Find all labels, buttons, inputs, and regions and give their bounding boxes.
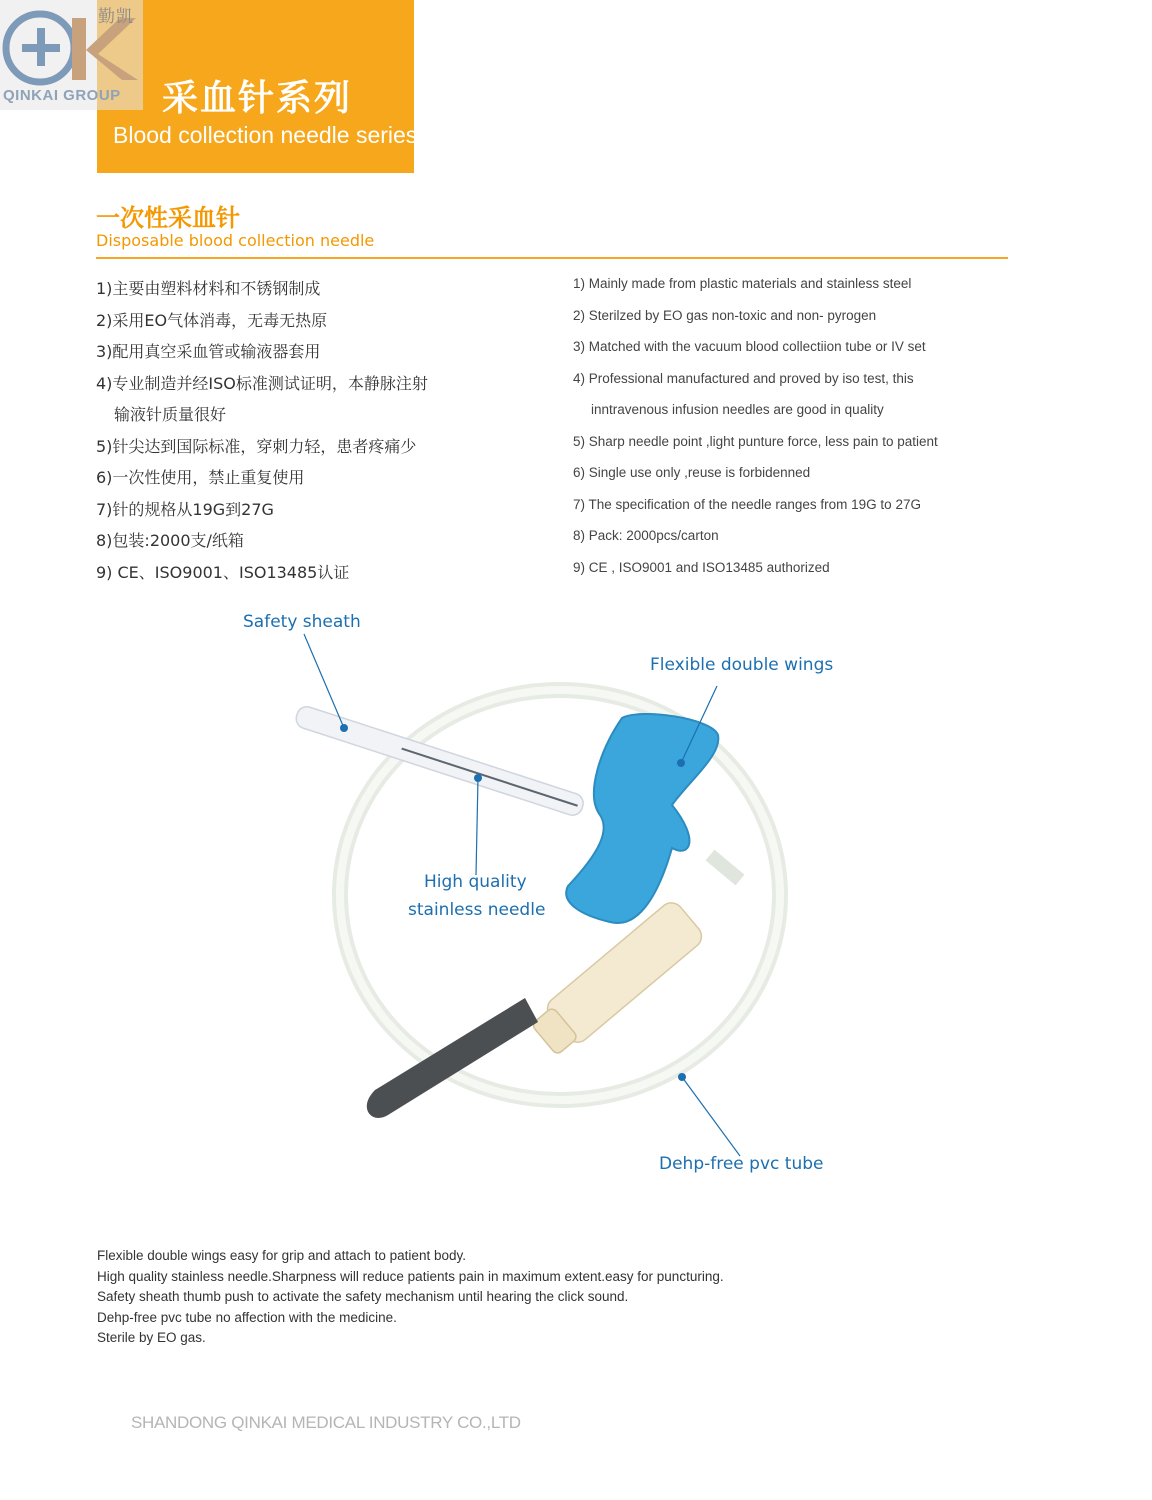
feature-en-3: 3) Matched with the vacuum blood collectiion tube or IV set: [573, 339, 926, 354]
section-title-en: Disposable blood collection needle: [96, 231, 375, 250]
header-title-en: Blood collection needle series: [113, 122, 418, 148]
feature-cn-9: 9) CE、ISO9001、ISO13485认证: [96, 562, 350, 582]
note-1: Flexible double wings easy for grip and attach to patient body.: [97, 1248, 466, 1263]
feature-cn-5: 5)针尖达到国际标准，穿刺力轻，患者疼痛少: [96, 436, 417, 456]
section-divider: [96, 257, 1008, 259]
feature-en-4: 4) Professional manufactured and proved by iso test, this: [573, 370, 914, 386]
note-3: Safety sheath thumb push to activate the safety mechanism until hearing the click sound.: [97, 1289, 629, 1304]
company-footer: SHANDONG QINKAI MEDICAL INDUSTRY CO.,LTD: [131, 1413, 521, 1432]
callout-needle-line1: High quality: [424, 872, 527, 892]
note-4: Dehp-free pvc tube no affection with the medicine.: [97, 1309, 397, 1325]
feature-cn-4: 4)专业制造并经ISO标准测试证明，本静脉注射: [96, 373, 428, 393]
feature-cn-7: 7)针的规格从19G到27G: [96, 499, 274, 519]
company-logo: [0, 0, 143, 110]
callout-pvc-tube: Dehp-free pvc tube: [659, 1154, 824, 1174]
callout-needle-line2: stainless needle: [408, 900, 546, 920]
note-2: High quality stainless needle.Sharpness will reduce patients pain in maximum extent.easy for puncturing.: [97, 1268, 724, 1284]
feature-cn-6: 6)一次性使用，禁止重复使用: [96, 468, 305, 487]
feature-en-1: 1) Mainly made from plastic materials and stainless steel: [573, 276, 912, 291]
feature-cn-2: 2)采用EO气体消毒，无毒无热原: [96, 310, 328, 330]
feature-en-2: 2) Sterilzed by EO gas non-toxic and non- pyrogen: [573, 307, 877, 323]
feature-en-4-cont: inntravenous infusion needles are good in quality: [591, 402, 884, 417]
callout-flexible-wings: Flexible double wings: [650, 655, 834, 675]
feature-en-7: 7) The specification of the needle ranges from 19G to 27G: [573, 496, 921, 512]
feature-en-6: 6) Single use only ,reuse is forbidenned: [573, 465, 811, 480]
header-banner: [97, 0, 418, 173]
feature-cn-3: 3)配用真空采血管或输液器套用: [96, 342, 321, 361]
feature-en-8: 8) Pack: 2000pcs/carton: [573, 528, 719, 543]
product-notes: [97, 1246, 724, 1349]
header-title-cn: 采血针系列: [162, 78, 353, 119]
butterfly-needle-illustration: [0, 590, 1152, 1210]
callout-safety-sheath: Safety sheath: [243, 612, 361, 632]
feature-cn-8: 8)包装:2000支/纸箱: [96, 531, 244, 550]
feature-en-9: 9) CE , ISO9001 and ISO13485 authorized: [573, 559, 830, 575]
feature-en-5: 5) Sharp needle point ,light punture force, less pain to patient: [573, 433, 938, 449]
feature-cn-4-cont: 输液针质量很好: [114, 405, 227, 424]
logo-text-en: QINKAI GROUP: [3, 87, 121, 104]
note-5: Sterile by EO gas.: [97, 1330, 206, 1345]
logo-text-cn: 勤凯: [98, 7, 134, 27]
section-title-cn: 一次性采血针: [96, 204, 240, 232]
product-diagram: [0, 590, 1152, 1210]
feature-cn-1: 1)主要由塑料材料和不锈钢制成: [96, 279, 321, 298]
